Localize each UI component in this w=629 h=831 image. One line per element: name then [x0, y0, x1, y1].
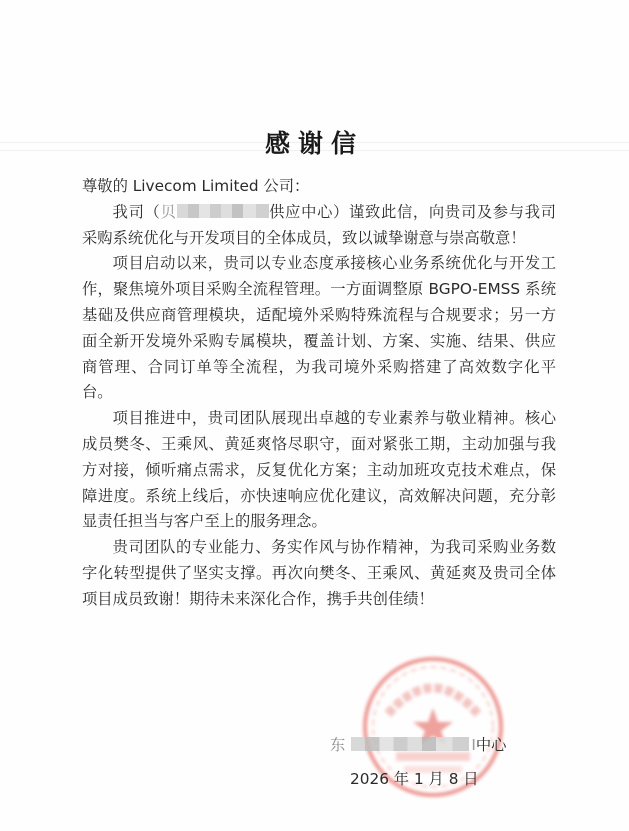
salutation: 尊敬的 Livecom Limited 公司：: [82, 177, 310, 195]
paragraph-3: 项目推进中，贵司团队展现出卓越的专业素养与敬业精神。核心成员樊冬、王乘风、黄延爽恪尽职守，面对紧张工期，主动加强与我方对接，倾听痛点需求，反复优化方案；主动加班攻克技术难点，保障进度。系统上线后，亦快速响应优化建议，高效解决问题，充分彰显责任担当与客户至上的服务理念。: [82, 409, 556, 531]
paragraph-1-start: 我司（: [112, 202, 161, 221]
redaction-mask: [351, 737, 469, 751]
signing-org-tail: 中心: [475, 736, 507, 754]
signature-block: [330, 734, 550, 790]
paragraph-2: 项目启动以来，贵司以专业态度承接核心业务系统优化与开发工作，聚焦境外项目采购全流程管理。一方面调整原 BGPO-EMSS 系统基础及供应商管理模块，适配境外采购特殊流程与合规要求；另一方面全新开发境外采购专属模块，覆盖计划、方案、实施、结果、供应商管理、合同订单等全流程，为我司境外采购搭建了高效数字化平台。: [82, 254, 556, 402]
redaction-edge: I: [471, 736, 476, 754]
paragraph-1: [82, 200, 556, 252]
redaction-mask: [177, 204, 269, 218]
signing-org-lead: 东: [330, 736, 346, 754]
letter-date: 2026 年 1 月 8 日: [350, 770, 479, 788]
paragraph-1-end: 供应中心）谨致此信，向贵司及参与我司采购系统优化与开发项目的全体成员，致以诚挚谢意与崇高敬意！: [82, 202, 556, 247]
letter-body: [82, 174, 556, 613]
redacted-company-lead: 贝: [160, 202, 177, 221]
letter-title: 感谢信: [264, 129, 364, 158]
paragraph-4: 贵司团队的专业能力、务实作风与协作精神，为我司采购业务数字化转型提供了坚实支撑。再次向樊冬、王乘风、黄延爽及贵司全体项目成员致谢！期待未来深化合作，携手共创佳绩！: [82, 538, 556, 608]
signing-organization: [330, 734, 550, 756]
